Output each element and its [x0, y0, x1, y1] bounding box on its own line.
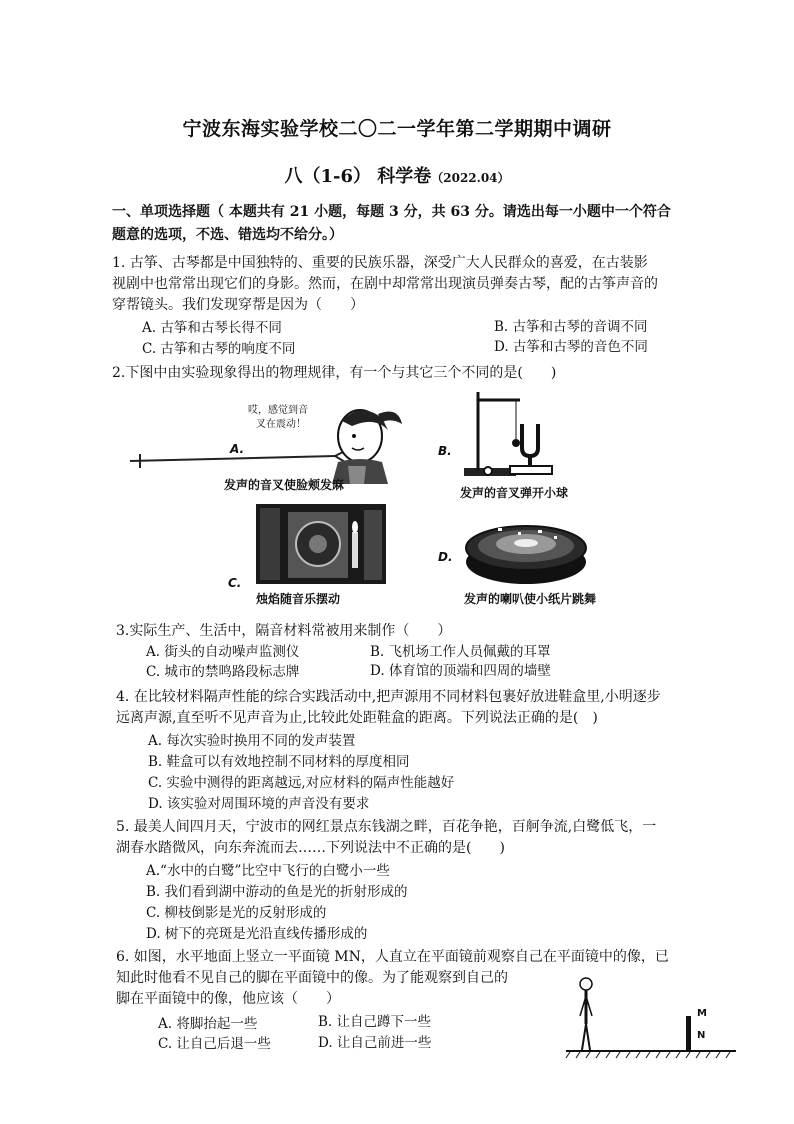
q2-figure-d-caption: 发声的喇叭使小纸片跳舞: [464, 592, 597, 606]
q5-option-d: D. 树下的亮斑是光沿直线传播形成的: [146, 926, 368, 942]
q1-stem-line2: 视剧中也常常出现它们的身影。然而，在剧中却常常出现演员弹奏古琴，配的古筝声音的: [112, 276, 658, 292]
q1-option-a: A. 古筝和古琴长得不同: [142, 320, 282, 336]
q5-option-b: B. 我们看到湖中游动的鱼是光的折射形成的: [146, 884, 408, 900]
exam-title: 宁波东海实验学校二〇二一学年第二学期期中调研: [182, 118, 612, 140]
q4-option-c: C. 实验中测得的距离越远,对应材料的隔声性能越好: [148, 775, 455, 791]
q5-stem-line2: 湖春水踏微风，向东奔流而去……下列说法中不正确的是( ): [116, 840, 505, 856]
q3-stem: 3.实际生产、生活中，隔音材料常被用来制作（ ）: [116, 623, 452, 639]
tuning-fork-pendulum-illustration: [438, 388, 618, 480]
q2-figure-c-label: C.: [228, 576, 242, 590]
q4-option-d: D. 该实验对周围环境的声音没有要求: [148, 796, 370, 812]
q3-option-b: B. 飞机场工作人员佩戴的耳罩: [370, 644, 551, 660]
q2-figure-d: [438, 510, 628, 610]
speech-bubble-line2: 叉在震动！: [256, 419, 306, 430]
q1-option-d: D. 古筝和古琴的音色不同: [494, 339, 648, 355]
q2-figure-b: [438, 388, 618, 498]
q6-option-d: D. 让自己前进一些: [318, 1035, 432, 1051]
q2-figure-c-caption: 烛焰随音乐摆动: [256, 592, 341, 606]
subject-title: 八（1-6） 科学卷: [284, 166, 432, 187]
q2-figure-a-caption: 发声的音叉使脸颊发麻: [224, 478, 345, 492]
q4-stem-line1: 4. 在比较材料隔声性能的综合实践活动中,把声源用不同材料包裹好放进鞋盒里,小明逐步: [116, 689, 661, 705]
mirror-label-n: N: [697, 1030, 706, 1041]
q6-stem-line2: 知此时他看不见自己的脚在平面镜中的像。为了能观察到自己的: [116, 970, 508, 986]
q5-option-a: A.“水中的白鹭”比空中飞行的白鹭小一些: [146, 863, 390, 879]
mirror-label-m: M: [697, 1008, 707, 1019]
q1-stem-line1: 1. 古筝、古琴都是中国独特的、重要的民族乐器，深受广大人民群众的喜爱，在古装影: [112, 255, 648, 271]
speaker-paper-illustration: [438, 510, 628, 590]
candle-speaker-photo: [228, 502, 428, 586]
q5-option-c: C. 柳枝倒影是光的反射形成的: [146, 905, 327, 921]
q2-figure-a-label: A.: [230, 442, 245, 456]
q4-option-a: A. 每次实验时换用不同的发声装置: [148, 733, 356, 749]
q6-option-a: A. 将脚抬起一些: [158, 1016, 258, 1032]
exam-date: （2022.04）: [431, 171, 510, 185]
q6-mirror-figure: [560, 972, 740, 1062]
q6-stem-line3: 脚在平面镜中的像，他应该（ ）: [116, 991, 340, 1007]
section-instruction-line1: 一、单项选择题（ 本题共有 21 小题，每题 3 分，共 63 分。请选出每一小题中一个符合: [112, 204, 671, 220]
exam-subtitle: [0, 162, 794, 188]
q3-option-d: D. 体育馆的顶端和四周的墙壁: [370, 663, 551, 679]
q1-stem-line3: 穿帮镜头。我们发现穿帮是因为（ ）: [112, 297, 364, 313]
section-instruction-line2: 题意的选项，不选、错选均不给分。）: [112, 227, 343, 243]
q2-stem: 2.下图中由实验现象得出的物理规律，有一个与其它三个不同的是( ): [112, 365, 557, 381]
q4-option-b: B. 鞋盒可以有效地控制不同材料的厚度相同: [148, 754, 410, 770]
person-mirror-diagram: [560, 972, 740, 1062]
q2-figure-d-label: D.: [438, 550, 453, 564]
q1-option-c: C. 古筝和古琴的响度不同: [142, 341, 296, 357]
girl-tuning-fork-illustration: [130, 396, 410, 486]
q6-stem-line1: 6. 如图，水平地面上竖立一平面镜 MN，人直立在平面镜前观察自己在平面镜中的像，已: [116, 949, 669, 965]
q2-figure-b-caption: 发声的音叉弹开小球: [460, 486, 569, 500]
q1-option-b: B. 古筝和古琴的音调不同: [494, 319, 648, 335]
q6-option-b: B. 让自己蹲下一些: [318, 1014, 432, 1030]
q5-stem-line1: 5. 最美人间四月天，宁波市的网红景点东钱湖之畔，百花争艳，百舸争流,白鹭低飞，一: [116, 819, 657, 835]
speech-bubble-line1: 哎，感觉到音: [248, 405, 308, 416]
q4-stem-line2: 远离声源,直至听不见声音为止,比较此处距鞋盒的距离。下列说法正确的是( ): [116, 710, 598, 726]
q6-option-c: C. 让自己后退一些: [158, 1036, 271, 1052]
q2-figure-b-label: B.: [438, 444, 452, 458]
q3-option-a: A. 街头的自动噪声监测仪: [146, 644, 300, 660]
q2-figure-a: [130, 396, 410, 492]
q3-option-c: C. 城市的禁鸣路段标志牌: [146, 664, 300, 680]
q2-figure-c: [228, 502, 428, 608]
